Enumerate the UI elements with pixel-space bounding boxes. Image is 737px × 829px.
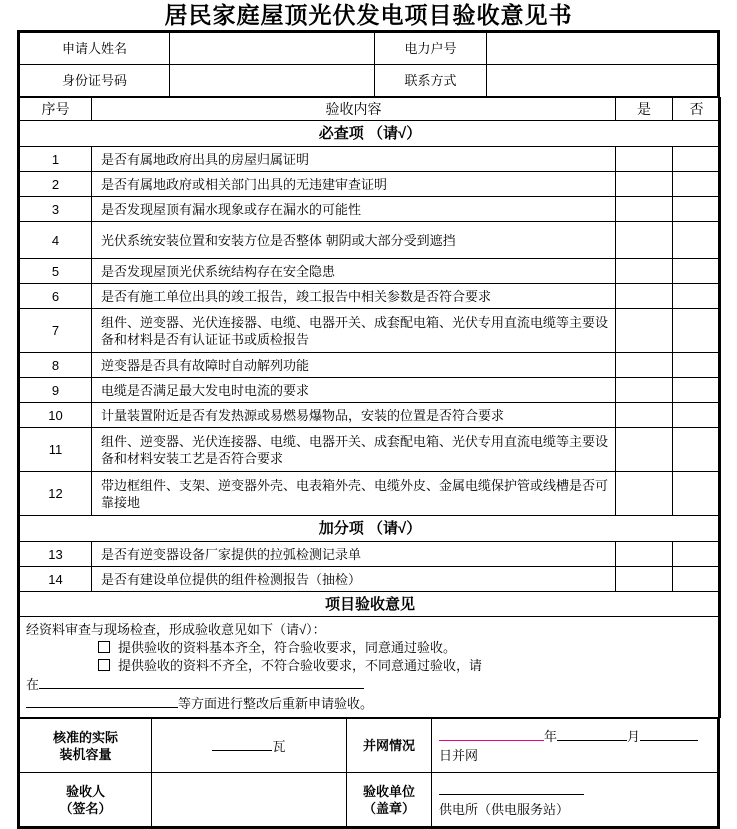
item-text: 是否发现屋顶有漏水现象或存在漏水的可能性	[92, 197, 616, 222]
item-no: 7	[20, 309, 92, 353]
yes-cell[interactable]	[616, 172, 673, 197]
section-opinion-title: 项目验收意见	[20, 592, 721, 617]
yes-cell[interactable]	[616, 259, 673, 284]
item-no: 11	[20, 428, 92, 472]
table-row	[20, 472, 721, 516]
grid-day-suffix-label: 日并网	[439, 747, 479, 763]
fail-prefix-label: 在	[26, 677, 40, 692]
power-account-field[interactable]	[487, 33, 718, 65]
unit-suffix-label: 供电所（供电服务站）	[439, 801, 570, 817]
acceptor-signature-field[interactable]	[152, 773, 347, 827]
item-text: 组件、逆变器、光伏连接器、电缆、电器开关、成套配电箱、光伏专用直流电缆等主要设备和材料是否有认证证书或质检报告	[92, 309, 616, 353]
opinion-block	[20, 617, 721, 718]
item-no: 14	[20, 567, 92, 592]
footer-table	[19, 718, 718, 827]
opinion-option-pass-label: 提供验收的资料基本齐全，符合验收要求，同意通过验收。	[118, 640, 457, 655]
table-row	[20, 567, 721, 592]
blank-underline[interactable]	[557, 727, 627, 741]
table-row	[20, 542, 721, 567]
yes-cell[interactable]	[616, 403, 673, 428]
yes-cell[interactable]	[616, 284, 673, 309]
blank-underline[interactable]	[439, 781, 584, 795]
blank-underline[interactable]	[39, 675, 364, 689]
no-cell[interactable]	[673, 403, 721, 428]
col-header-yes: 是	[616, 98, 673, 121]
table-row	[20, 309, 721, 353]
item-no: 1	[20, 147, 92, 172]
yes-cell[interactable]	[616, 428, 673, 472]
checklist-header-row	[20, 98, 721, 121]
table-row	[20, 284, 721, 309]
yes-cell[interactable]	[616, 309, 673, 353]
checkbox-fail-icon[interactable]	[98, 659, 110, 671]
section-required-row	[20, 121, 721, 147]
capacity-label: 核准的实际 装机容量	[20, 719, 152, 773]
applicant-name-field[interactable]	[170, 33, 375, 65]
yes-cell[interactable]	[616, 353, 673, 378]
item-no: 13	[20, 542, 92, 567]
item-no: 2	[20, 172, 92, 197]
item-no: 6	[20, 284, 92, 309]
table-row	[20, 222, 721, 259]
grid-connection-label: 并网情况	[347, 719, 432, 773]
footer-row-signature	[20, 773, 718, 827]
opinion-option-fail-label: 提供验收的资料不齐全，不符合验收要求，不同意通过验收，请	[118, 658, 483, 673]
opinion-option-pass	[26, 639, 714, 657]
item-text: 电缆是否满足最大发电时电流的要求	[92, 378, 616, 403]
yes-cell[interactable]	[616, 222, 673, 259]
capacity-unit-label: 瓦	[272, 738, 286, 754]
item-no: 12	[20, 472, 92, 516]
no-cell[interactable]	[673, 542, 721, 567]
no-cell[interactable]	[673, 259, 721, 284]
table-row	[20, 378, 721, 403]
section-required-title: 必查项 （请√）	[20, 121, 721, 147]
applicant-name-label: 申请人姓名	[20, 33, 170, 65]
item-text: 是否有施工单位出具的竣工报告，竣工报告中相关参数是否符合要求	[92, 284, 616, 309]
page-title: 居民家庭屋顶光伏发电项目验收意见书	[164, 2, 573, 28]
no-cell[interactable]	[673, 428, 721, 472]
blank-underline[interactable]	[26, 694, 178, 708]
grid-connection-field[interactable]	[432, 719, 718, 773]
opinion-fail-blank-line1	[26, 675, 714, 694]
item-no: 4	[20, 222, 92, 259]
checkbox-pass-icon[interactable]	[98, 641, 110, 653]
opinion-block-row	[20, 617, 721, 718]
acceptance-unit-label: 验收单位 （盖章）	[347, 773, 432, 827]
checklist-table	[19, 97, 721, 718]
table-row	[20, 403, 721, 428]
item-text: 计量装置附近是否有发热源或易燃易爆物品，安装的位置是否符合要求	[92, 403, 616, 428]
yes-cell[interactable]	[616, 567, 673, 592]
info-table	[19, 32, 718, 97]
yes-cell[interactable]	[616, 147, 673, 172]
item-text: 是否有逆变器设备厂家提供的拉弧检测记录单	[92, 542, 616, 567]
item-text: 光伏系统安装位置和安装方位是否整体 朝阴或大部分受到遮挡	[92, 222, 616, 259]
no-cell[interactable]	[673, 172, 721, 197]
grid-year-label: 年	[544, 728, 558, 744]
id-number-label: 身份证号码	[20, 65, 170, 97]
info-row-2	[20, 65, 718, 97]
no-cell[interactable]	[673, 309, 721, 353]
table-row	[20, 428, 721, 472]
table-row	[20, 259, 721, 284]
contact-label: 联系方式	[375, 65, 487, 97]
no-cell[interactable]	[673, 472, 721, 516]
item-text: 是否发现屋顶光伏系统结构存在安全隐患	[92, 259, 616, 284]
yes-cell[interactable]	[616, 472, 673, 516]
item-no: 8	[20, 353, 92, 378]
opinion-fail-blank-line2	[26, 694, 714, 713]
no-cell[interactable]	[673, 353, 721, 378]
blank-underline[interactable]	[212, 737, 272, 751]
no-cell[interactable]	[673, 197, 721, 222]
blank-underline[interactable]	[640, 727, 698, 741]
grid-month-label: 月	[627, 728, 641, 744]
section-bonus-row	[20, 516, 721, 542]
capacity-field[interactable]	[152, 719, 347, 773]
form-table	[17, 30, 720, 829]
table-row	[20, 197, 721, 222]
acceptor-label: 验收人 （签名）	[20, 773, 152, 827]
col-header-content: 验收内容	[92, 98, 616, 121]
item-text: 是否有建设单位提供的组件检测报告（抽检）	[92, 567, 616, 592]
acceptance-unit-field[interactable]	[432, 773, 718, 827]
item-text: 是否有属地政府出具的房屋归属证明	[92, 147, 616, 172]
contact-field[interactable]	[487, 65, 718, 97]
no-cell[interactable]	[673, 567, 721, 592]
power-account-label: 电力户号	[375, 33, 487, 65]
section-opinion-row	[20, 592, 721, 617]
item-no: 3	[20, 197, 92, 222]
opinion-intro: 经资料审查与现场检查，形成验收意见如下（请√）：	[26, 622, 326, 637]
col-header-index: 序号	[20, 98, 92, 121]
no-cell[interactable]	[673, 284, 721, 309]
item-text: 是否有属地政府或相关部门出具的无违建审查证明	[92, 172, 616, 197]
yes-cell[interactable]	[616, 378, 673, 403]
table-row	[20, 353, 721, 378]
no-cell[interactable]	[673, 147, 721, 172]
section-bonus-title: 加分项 （请√）	[20, 516, 721, 542]
id-number-field[interactable]	[170, 65, 375, 97]
table-row	[20, 147, 721, 172]
no-cell[interactable]	[673, 222, 721, 259]
yes-cell[interactable]	[616, 197, 673, 222]
col-header-no: 否	[673, 98, 721, 121]
no-cell[interactable]	[673, 378, 721, 403]
item-no: 9	[20, 378, 92, 403]
yes-cell[interactable]	[616, 542, 673, 567]
item-no: 10	[20, 403, 92, 428]
item-text: 逆变器是否具有故障时自动解列功能	[92, 353, 616, 378]
info-row-1	[20, 33, 718, 65]
item-no: 5	[20, 259, 92, 284]
blank-underline-pink[interactable]	[439, 727, 544, 741]
item-text: 组件、逆变器、光伏连接器、电缆、电器开关、成套配电箱、光伏专用直流电缆等主要设备和材料安装工艺是否符合要求	[92, 428, 616, 472]
item-text: 带边框组件、支架、逆变器外壳、电表箱外壳、电缆外皮、金属电缆保护管或线槽是否可靠接地	[92, 472, 616, 516]
footer-row-capacity	[20, 719, 718, 773]
table-row	[20, 172, 721, 197]
fail-suffix-label: 等方面进行整改后重新申请验收。	[178, 696, 374, 711]
opinion-option-fail	[26, 657, 714, 675]
